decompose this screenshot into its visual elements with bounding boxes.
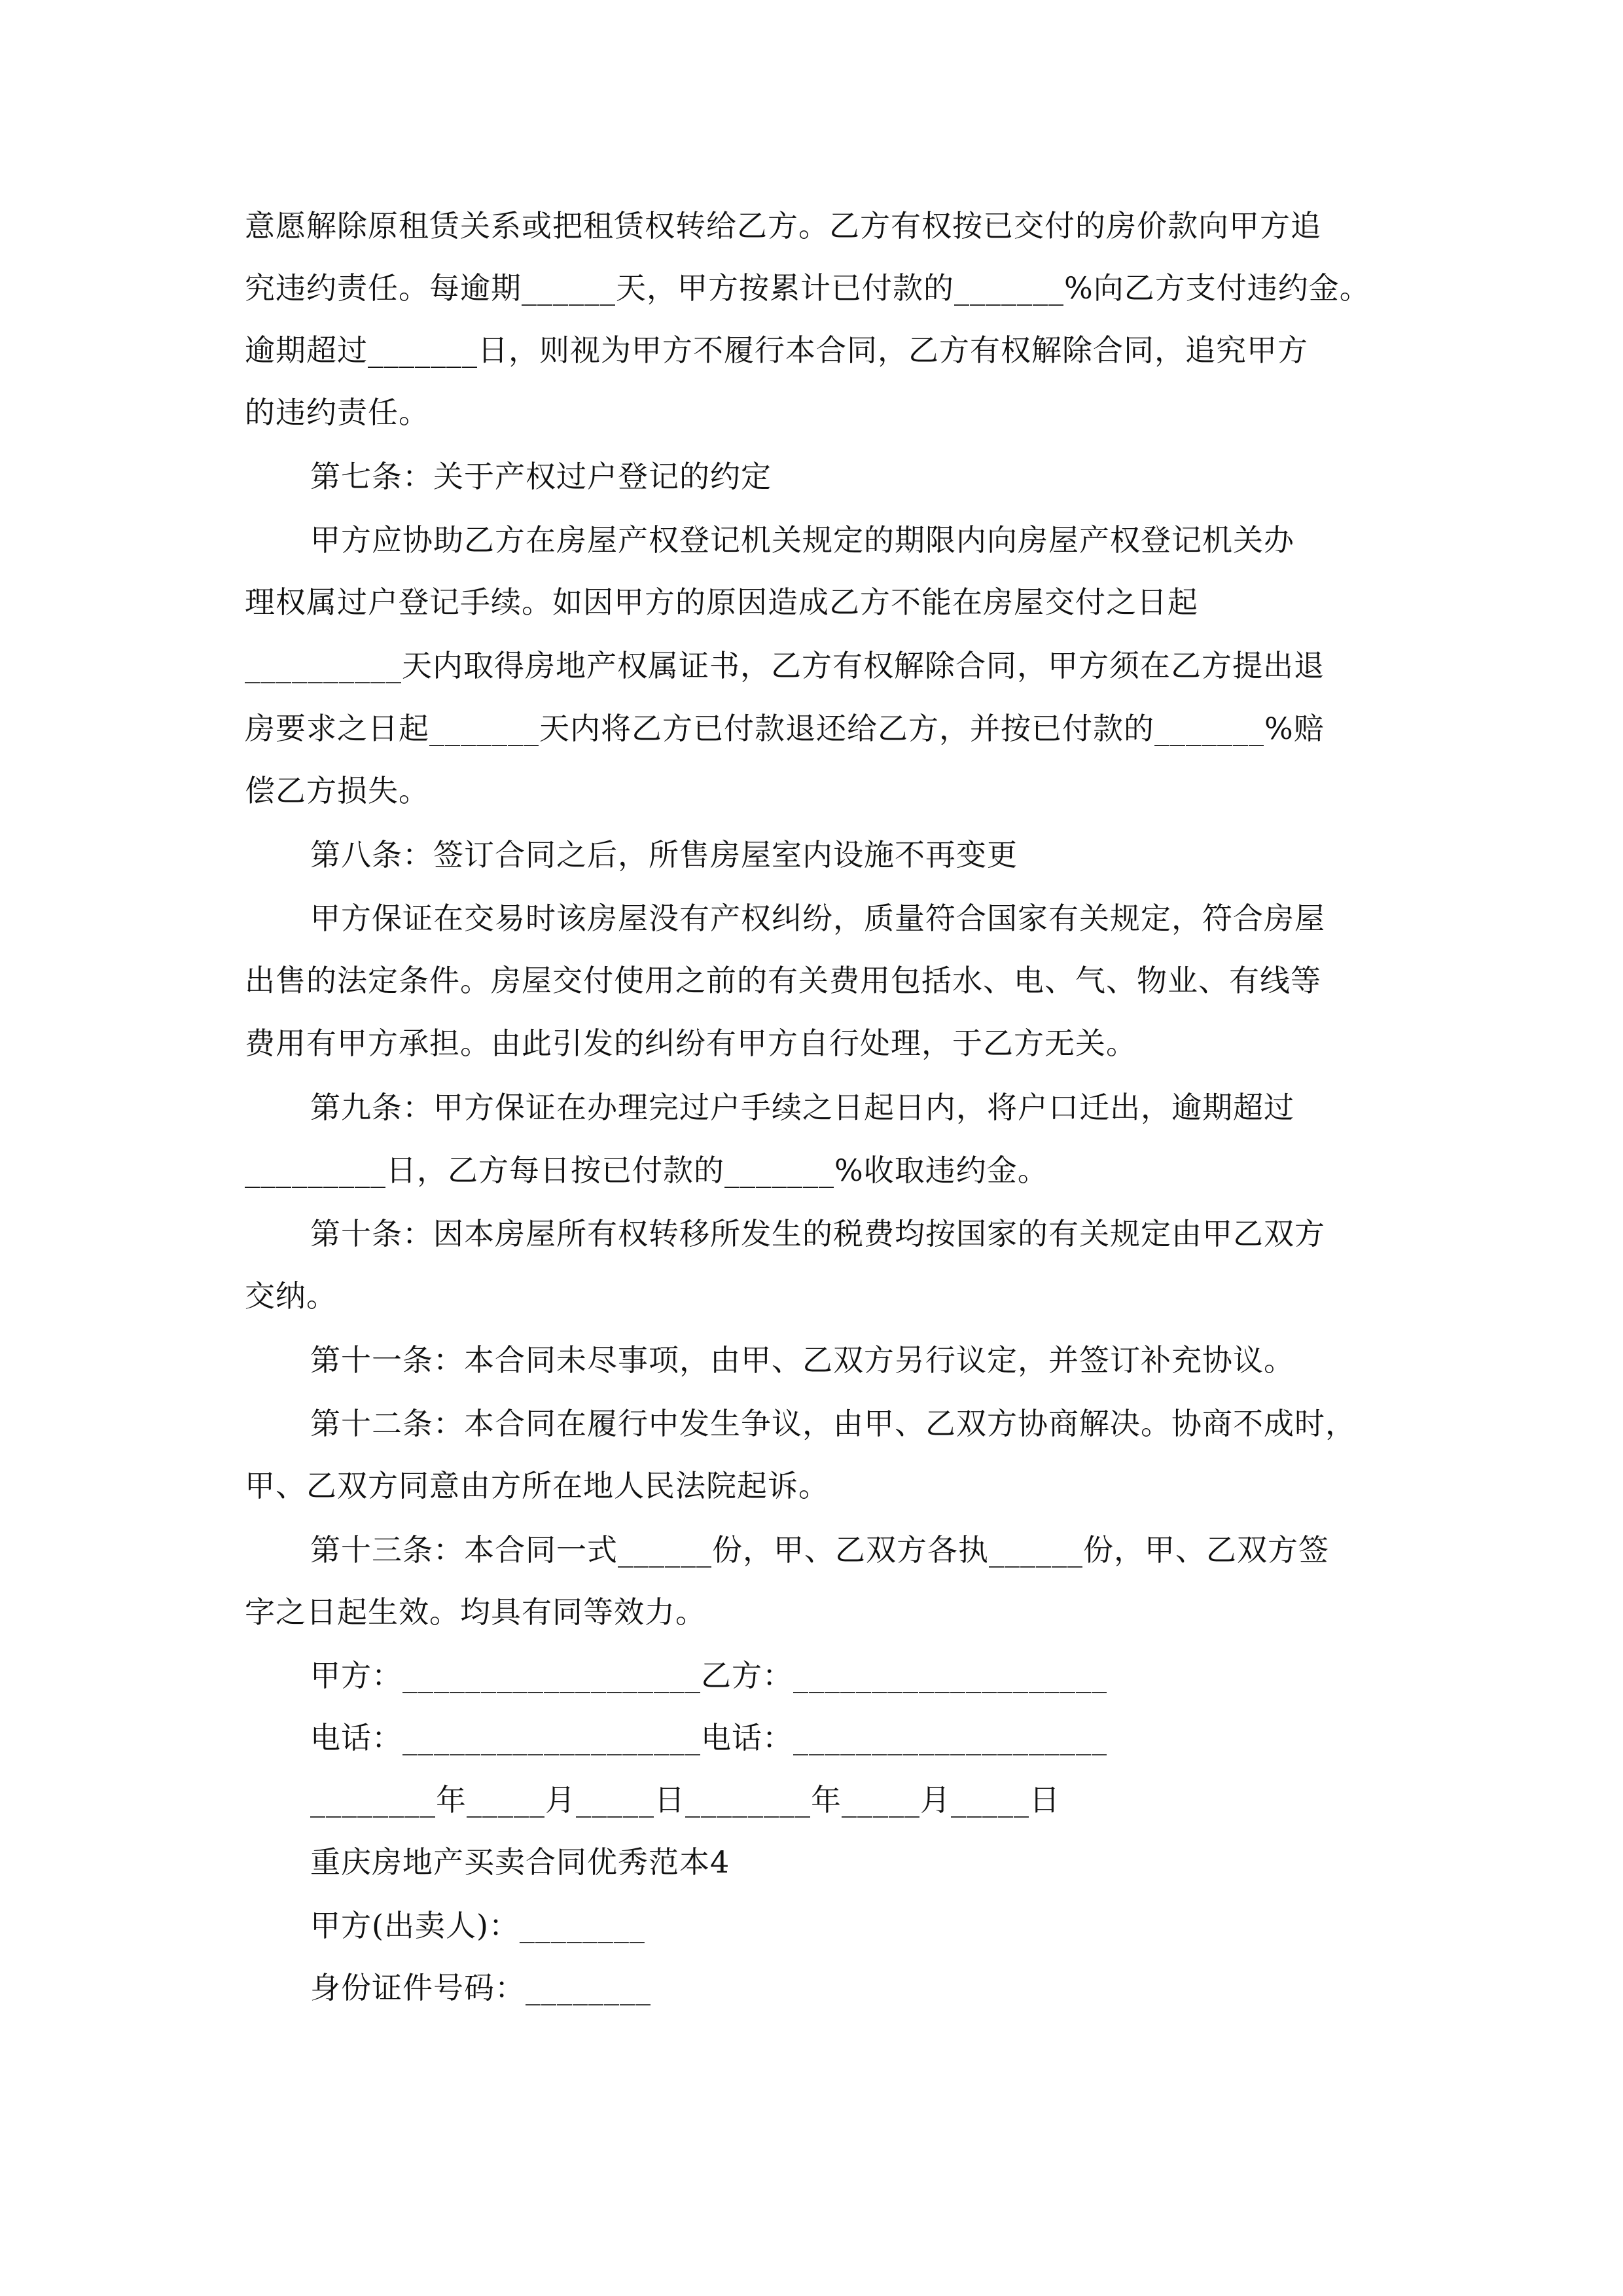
text-line: 偿乙方损失。 bbox=[245, 773, 429, 808]
text-line: 费用有甲方承担。由此引发的纠纷有甲方自行处理，于乙方无关。 bbox=[245, 1026, 1137, 1061]
phone-line: 电话：___________________电话：____________________ bbox=[310, 1720, 1107, 1755]
text-line: 甲、乙双方同意由方所在地人民法院起诉。 bbox=[245, 1468, 829, 1503]
section-title: 重庆房地产买卖合同优秀范本4 bbox=[310, 1844, 730, 1880]
text-line: __________天内取得房地产权属证书，乙方有权解除合同，甲方须在乙方提出退 bbox=[245, 648, 1325, 683]
text-line: 理权属过户登记手续。如因甲方的原因造成乙方不能在房屋交付之日起 bbox=[245, 584, 1198, 620]
id-number-field: 身份证件号码：________ bbox=[310, 1970, 651, 2005]
article-9: 第九条：甲方保证在办理完过户手续之日起日内，将户口迁出，逾期超过 bbox=[310, 1090, 1294, 1125]
text-line: 逾期超过_______日，则视为甲方不履行本合同，乙方有权解除合同，追究甲方 bbox=[245, 332, 1308, 368]
seller-field: 甲方(出卖人)：________ bbox=[310, 1908, 645, 1943]
text-line: 字之日起生效。均具有同等效力。 bbox=[245, 1594, 706, 1630]
article-13: 第十三条：本合同一式______份，甲、乙双方各执______份，甲、乙双方签 bbox=[310, 1532, 1329, 1568]
text-line: 交纳。 bbox=[245, 1278, 337, 1314]
text-line: _________日，乙方每日按已付款的_______%收取违约金。 bbox=[245, 1153, 1048, 1188]
text-line: 房要求之日起_______天内将乙方已付款退还给乙方，并按已付款的_______%赔 bbox=[245, 711, 1325, 746]
article-10: 第十条：因本房屋所有权转移所发生的税费均按国家的有关规定由甲乙双方 bbox=[310, 1216, 1325, 1251]
text-line: 出售的法定条件。房屋交付使用之前的有关费用包括水、电、气、物业、有线等 bbox=[245, 963, 1321, 998]
text-line: 甲方保证在交易时该房屋没有产权纠纷，质量符合国家有关规定，符合房屋 bbox=[310, 901, 1325, 936]
article-heading-7: 第七条：关于产权过户登记的约定 bbox=[310, 459, 772, 494]
article-11: 第十一条：本合同未尽事项，由甲、乙双方另行议定，并签订补充协议。 bbox=[310, 1342, 1294, 1378]
text-line: 甲方应协助乙方在房屋产权登记机关规定的期限内向房屋产权登记机关办 bbox=[310, 522, 1294, 558]
text-line: 的违约责任。 bbox=[245, 395, 429, 430]
article-heading-8: 第八条：签订合同之后，所售房屋室内设施不再变更 bbox=[310, 837, 1018, 872]
article-12: 第十二条：本合同在履行中发生争议，由甲、乙双方协商解决。协商不成时， bbox=[310, 1406, 1356, 1441]
text-line: 意愿解除原租赁关系或把租赁权转给乙方。乙方有权按已交付的房价款向甲方追 bbox=[245, 208, 1321, 243]
text-line: 究违约责任。每逾期______天，甲方按累计已付款的_______%向乙方支付违约金。 bbox=[245, 270, 1370, 306]
party-signature-line: 甲方：___________________乙方：____________________ bbox=[310, 1658, 1107, 1693]
date-line: ________年_____月_____日________年_____月_____日 bbox=[310, 1782, 1060, 1818]
